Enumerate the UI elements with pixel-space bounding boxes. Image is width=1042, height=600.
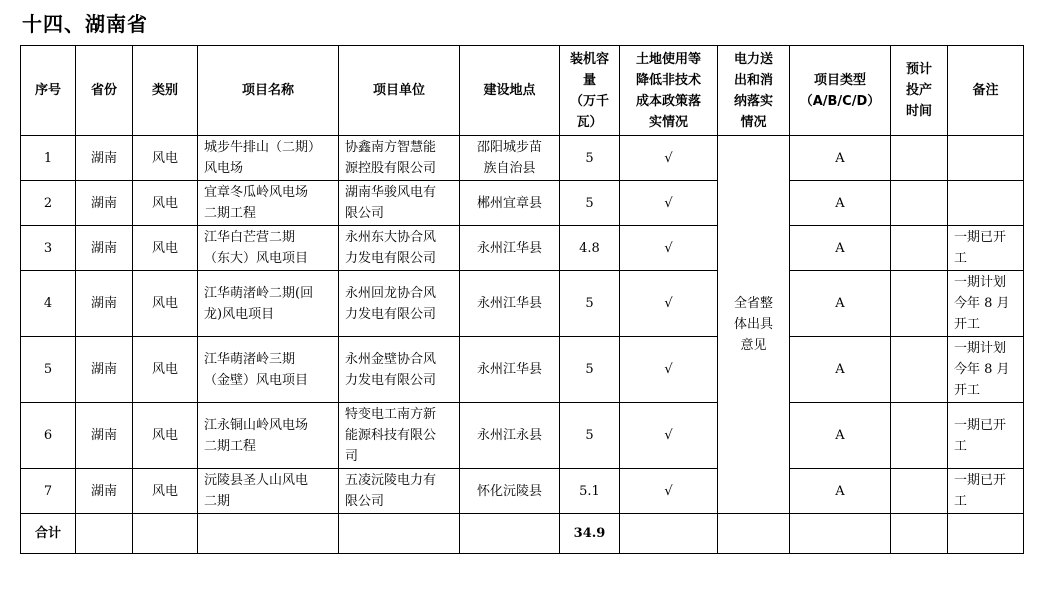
text-line: 江华萌渚岭三期 <box>204 351 296 367</box>
text-line: 城步牛排山（二期） <box>204 140 322 155</box>
cell-empty <box>891 514 948 554</box>
cell-planned-time <box>891 337 948 403</box>
cell-category: 风电 <box>133 469 198 514</box>
text-line: 工 <box>954 251 968 266</box>
header-capacity-line: 量 <box>582 72 596 88</box>
cell-project-type: A <box>790 226 891 271</box>
text-line: 二期工程 <box>204 438 257 454</box>
cell-project-unit <box>339 337 460 403</box>
header-power-line: 情况 <box>740 114 767 130</box>
cell-project-type: A <box>790 403 891 469</box>
cell-project-type: A <box>790 337 891 403</box>
text-line: 沅陵县圣人山风电 <box>204 473 309 488</box>
text-line: 司 <box>345 449 359 464</box>
cell-province: 湖南 <box>76 403 133 469</box>
text-line: 源控股有限公司 <box>345 161 437 176</box>
header-power-line: 纳落实 <box>733 93 773 109</box>
header-project-unit: 项目单位 <box>339 46 460 136</box>
text-line: 体出具 <box>733 317 773 332</box>
cell-location: 郴州宜章县 <box>460 181 560 226</box>
text-line: 力发电有限公司 <box>345 372 437 388</box>
cell-capacity: 5 <box>560 181 620 226</box>
cell-seq: 5 <box>21 337 76 403</box>
table-row <box>21 226 1024 271</box>
cell-note <box>948 226 1024 271</box>
cell-empty <box>790 514 891 554</box>
cell-planned-time <box>891 136 948 181</box>
cell-land-check: √ <box>620 271 718 337</box>
header-plan-line: 时间 <box>905 104 932 119</box>
cell-province: 湖南 <box>76 136 133 181</box>
cell-project-name <box>198 337 339 403</box>
text-line: 族自治县 <box>483 161 536 176</box>
text-line: 今年 8 月 <box>954 296 1010 311</box>
text-line: 永州回龙协合风 <box>345 285 437 301</box>
text-line: 湖南华骏风电有 <box>345 185 437 200</box>
cell-category: 风电 <box>133 181 198 226</box>
text-line: 限公司 <box>345 206 385 221</box>
cell-capacity: 4.8 <box>560 226 620 271</box>
cell-project-type: A <box>790 136 891 181</box>
cell-note <box>948 403 1024 469</box>
cell-project-unit <box>339 181 460 226</box>
table-row <box>21 337 1024 403</box>
cell-project-type: A <box>790 469 891 514</box>
cell-seq: 3 <box>21 226 76 271</box>
header-capacity <box>560 46 620 136</box>
text-line: 风电场 <box>204 161 244 176</box>
text-line: 一期计划 <box>954 275 1007 290</box>
header-power-line: 出和消 <box>733 72 773 88</box>
cell-land-check: √ <box>620 181 718 226</box>
text-line: 一期已开 <box>954 230 1007 245</box>
header-power-delivery <box>718 46 790 136</box>
text-line: 一期计划 <box>954 341 1007 356</box>
text-line: 全省整 <box>733 296 773 311</box>
header-land-policy <box>620 46 718 136</box>
cell-project-name <box>198 271 339 337</box>
header-power-line: 电力送 <box>733 51 773 67</box>
text-line: 江华白芒营二期 <box>204 230 296 245</box>
text-line: 二期工程 <box>204 206 257 221</box>
cell-empty <box>198 514 339 554</box>
text-line: （东大）风电项目 <box>204 251 309 266</box>
cell-note <box>948 136 1024 181</box>
total-row <box>21 514 1024 554</box>
cell-planned-time <box>891 271 948 337</box>
cell-land-check: √ <box>620 469 718 514</box>
header-capacity-line: 瓦） <box>576 114 603 130</box>
cell-power-merged <box>718 136 790 514</box>
header-seq: 序号 <box>21 46 76 136</box>
header-type-line: 项目类型 <box>813 72 866 88</box>
total-label: 合计 <box>21 514 76 554</box>
header-province: 省份 <box>76 46 133 136</box>
text-line: 开工 <box>954 383 981 398</box>
cell-project-unit <box>339 469 460 514</box>
cell-capacity: 5 <box>560 136 620 181</box>
cell-province: 湖南 <box>76 271 133 337</box>
cell-empty <box>76 514 133 554</box>
cell-province: 湖南 <box>76 181 133 226</box>
cell-planned-time <box>891 403 948 469</box>
text-line: 限公司 <box>345 494 385 509</box>
cell-category: 风电 <box>133 403 198 469</box>
text-line: 力发电有限公司 <box>345 251 437 266</box>
cell-capacity: 5 <box>560 337 620 403</box>
cell-planned-time <box>891 181 948 226</box>
cell-planned-time <box>891 469 948 514</box>
text-line: 江永铜山岭风电场 <box>204 417 309 433</box>
text-line: 宜章冬瓜岭风电场 <box>204 185 309 200</box>
cell-land-check: √ <box>620 226 718 271</box>
text-line: 永州东大协合风 <box>345 230 437 245</box>
cell-land-check: √ <box>620 337 718 403</box>
project-table <box>20 45 1024 554</box>
cell-note <box>948 181 1024 226</box>
table-row <box>21 136 1024 181</box>
table-row <box>21 469 1024 514</box>
header-land-line: 土地使用等 <box>635 51 701 67</box>
cell-project-name <box>198 136 339 181</box>
cell-project-name <box>198 469 339 514</box>
cell-land-check: √ <box>620 403 718 469</box>
text-line: 邵阳城步苗 <box>476 140 542 155</box>
cell-capacity: 5 <box>560 403 620 469</box>
text-line: 意见 <box>740 338 767 353</box>
cell-planned-time <box>891 226 948 271</box>
cell-project-unit <box>339 136 460 181</box>
cell-province: 湖南 <box>76 469 133 514</box>
text-line: 协鑫南方智慧能 <box>345 140 437 155</box>
header-row <box>21 46 1024 136</box>
cell-category: 风电 <box>133 226 198 271</box>
cell-seq: 1 <box>21 136 76 181</box>
header-type-line: （A/B/C/D） <box>799 93 881 109</box>
text-line: 永州金壁协合风 <box>345 351 437 367</box>
cell-location: 永州江永县 <box>460 403 560 469</box>
cell-category: 风电 <box>133 337 198 403</box>
text-line: 今年 8 月 <box>954 362 1010 377</box>
text-line: 工 <box>954 494 968 509</box>
text-line: （金壁）风电项目 <box>204 372 309 388</box>
cell-project-unit <box>339 271 460 337</box>
header-land-line: 成本政策落 <box>635 93 701 109</box>
cell-location: 永州江华县 <box>460 271 560 337</box>
cell-category: 风电 <box>133 271 198 337</box>
cell-province: 湖南 <box>76 226 133 271</box>
cell-province: 湖南 <box>76 337 133 403</box>
text-line: 特变电工南方新 <box>345 407 437 422</box>
cell-capacity: 5.1 <box>560 469 620 514</box>
header-capacity-line: （万千 <box>569 93 609 109</box>
cell-seq: 6 <box>21 403 76 469</box>
header-capacity-line: 装机容 <box>569 51 609 67</box>
header-category: 类别 <box>133 46 198 136</box>
cell-project-name <box>198 226 339 271</box>
page-title: 十四、湖南省 <box>22 12 148 36</box>
text-line: 工 <box>954 438 968 454</box>
cell-category: 风电 <box>133 136 198 181</box>
header-land-line: 降低非技术 <box>635 72 701 88</box>
text-line: 江华萌渚岭二期(回 <box>204 285 314 301</box>
header-plan-line: 投产 <box>905 83 932 98</box>
cell-project-name <box>198 181 339 226</box>
cell-location: 永州江华县 <box>460 226 560 271</box>
cell-project-unit <box>339 403 460 469</box>
cell-land-check: √ <box>620 136 718 181</box>
cell-capacity: 5 <box>560 271 620 337</box>
cell-empty <box>620 514 718 554</box>
header-location: 建设地点 <box>460 46 560 136</box>
cell-empty <box>948 514 1024 554</box>
header-project-type <box>790 46 891 136</box>
text-line: 二期 <box>204 494 231 509</box>
text-line: 一期已开 <box>954 473 1007 488</box>
cell-empty <box>718 514 790 554</box>
cell-project-type: A <box>790 181 891 226</box>
cell-seq: 7 <box>21 469 76 514</box>
text-line: 龙)风电项目 <box>204 306 275 322</box>
cell-empty <box>133 514 198 554</box>
header-planned-time <box>891 46 948 136</box>
cell-note <box>948 271 1024 337</box>
cell-location: 永州江华县 <box>460 337 560 403</box>
cell-note <box>948 337 1024 403</box>
header-land-line: 实情况 <box>648 114 688 130</box>
header-note: 备注 <box>948 46 1024 136</box>
total-capacity: 34.9 <box>560 514 620 554</box>
cell-seq: 2 <box>21 181 76 226</box>
table-row <box>21 403 1024 469</box>
cell-note <box>948 469 1024 514</box>
text-line: 力发电有限公司 <box>345 306 437 322</box>
cell-project-name <box>198 403 339 469</box>
cell-project-type: A <box>790 271 891 337</box>
header-project-name: 项目名称 <box>198 46 339 136</box>
cell-location <box>460 136 560 181</box>
header-plan-line: 预计 <box>905 62 932 77</box>
cell-location: 怀化沅陵县 <box>460 469 560 514</box>
cell-project-unit <box>339 226 460 271</box>
cell-empty <box>339 514 460 554</box>
text-line: 一期已开 <box>954 417 1007 433</box>
cell-empty <box>460 514 560 554</box>
table-row <box>21 181 1024 226</box>
text-line: 能源科技有限公 <box>345 428 437 443</box>
text-line: 开工 <box>954 317 981 332</box>
table-row <box>21 271 1024 337</box>
text-line: 五凌沅陵电力有 <box>345 473 437 488</box>
cell-seq: 4 <box>21 271 76 337</box>
